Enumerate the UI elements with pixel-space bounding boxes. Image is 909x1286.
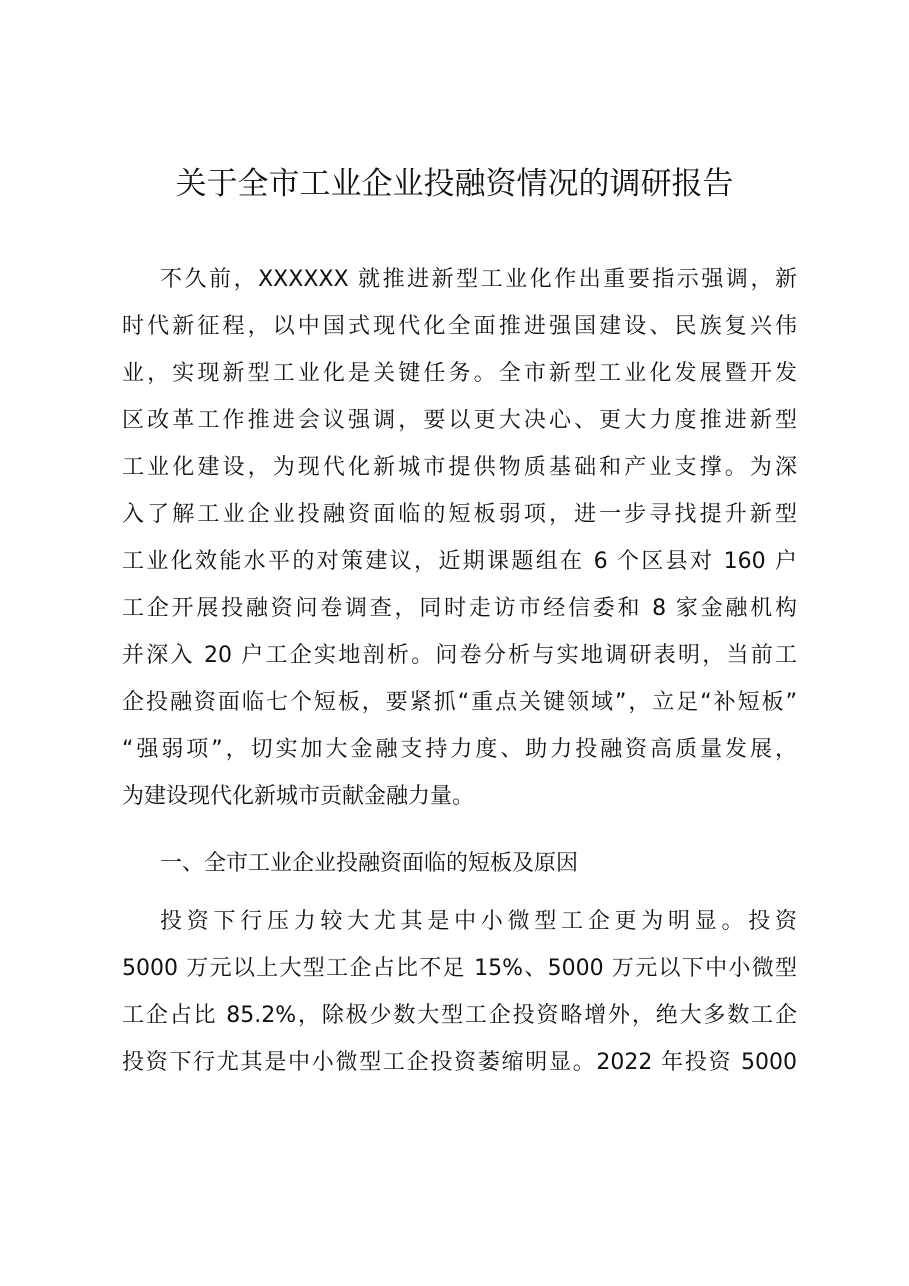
paragraph-line: 为建设现代化新城市贡献金融力量。 — [122, 784, 475, 809]
paragraph-line: 时代新征程，以中国式现代化全面推进强国建设、民族复兴伟 — [122, 314, 797, 339]
paragraph-line: 区改革工作推进会议强调，要以更大决心、更大力度推进新型 — [122, 408, 797, 433]
document-title: 关于全市工业企业投融资情况的调研报告 — [175, 166, 734, 202]
paragraph-line: 投资下行压力较大尤其是中小微型工企更为明显。投资 — [160, 909, 797, 934]
paragraph-investment — [122, 898, 797, 1086]
section-heading: 一、全市工业企业投融资面临的短板及原因 — [160, 851, 579, 876]
paragraph-line: “强弱项”，切实加大金融支持力度、助力投融资高质量发展， — [122, 737, 797, 762]
paragraph-line: 企投融资面临七个短板，要紧抓“重点关键领域”，立足“补短板” — [122, 690, 797, 715]
paragraph-line: 并深入 20 户工企实地剖析。问卷分析与实地调研表明，当前工 — [122, 643, 797, 668]
paragraph-line: 工企占比 85.2%，除极少数大型工企投资略增外，绝大多数工企 — [122, 1003, 797, 1028]
paragraph-line: 工业化建设，为现代化新城市提供物质基础和产业支撑。为深 — [122, 455, 797, 480]
paragraph-line: 入了解工业企业投融资面临的短板弱项，进一步寻找提升新型 — [122, 502, 797, 527]
paragraph-line: 不久前，XXXXXX 就推进新型工业化作出重要指示强调，新 — [160, 267, 797, 292]
paragraph-line: 投资下行尤其是中小微型工企投资萎缩明显。2022 年投资 5000 — [122, 1050, 797, 1075]
paragraph-line: 5000 万元以上大型工企占比不足 15%、5000 万元以下中小微型 — [122, 956, 797, 981]
paragraph-line: 工业化效能水平的对策建议，近期课题组在 6 个区县对 160 户 — [122, 549, 797, 574]
paragraph-intro — [122, 256, 797, 820]
paragraph-line: 工企开展投融资问卷调查，同时走访市经信委和 8 家金融机构 — [122, 596, 797, 621]
paragraph-line: 业，实现新型工业化是关键任务。全市新型工业化发展暨开发 — [122, 361, 797, 386]
